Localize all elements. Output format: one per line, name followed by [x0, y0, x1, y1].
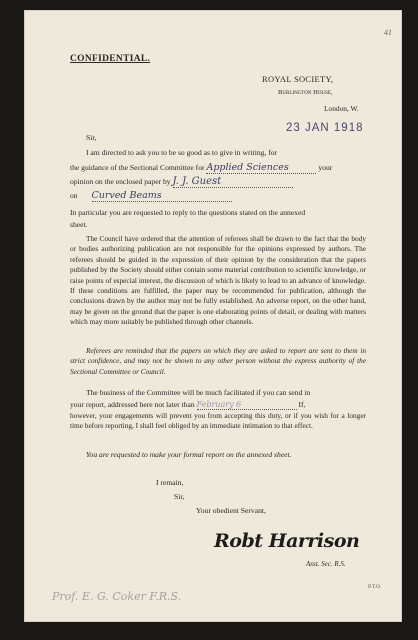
committee-suffix: your: [318, 163, 333, 172]
deadline-prefix: your report, addressed here not later than: [70, 400, 195, 409]
closing-remain: I remain,: [156, 478, 184, 487]
subject-handwritten: Curved Beams: [92, 190, 232, 202]
signature: Robt Harrison: [214, 530, 360, 552]
deadline-suffix: If,: [298, 400, 306, 409]
referees-paragraph: Referees are reminded that the papers on which they are asked to report are sent to them in strict confidence, and may not be shown to any other person without the express authority of the Sectional Committee or Council.: [70, 346, 366, 376]
closing-sir: Sir,: [174, 492, 185, 501]
request-line-4: [70, 190, 232, 202]
folio-number: 41: [384, 28, 392, 37]
address-line-1: ROYAL SOCIETY,: [262, 74, 334, 84]
business-line-1: The business of the Committee will be much facilitated if you can send in: [86, 388, 311, 397]
business-line-2: [70, 400, 305, 410]
request-line-5: In particular you are requested to reply to the questions stated on the annexed: [70, 208, 306, 217]
deadline-handwritten: February 6: [197, 400, 297, 410]
business-rest: however, your engagements will prevent you from accepting this duty, or if you wish for a longer time before reporting, I shall feel obliged by an immediate intimation to that effect.: [70, 411, 366, 431]
request-line-2: [70, 162, 332, 174]
pencil-annotation: Prof. E. G. Coker F.R.S.: [52, 590, 182, 603]
request-line-6: sheet.: [70, 220, 88, 229]
request-line-3: [70, 176, 293, 188]
formal-report-note: You are requested to make your formal report on the annexed sheet.: [86, 450, 292, 459]
address-line-3: London, W.: [324, 104, 359, 113]
committee-handwritten: Applied Sciences: [206, 162, 316, 174]
letter-sheet: [24, 10, 402, 622]
committee-prefix: the guidance of the Sectional Committee for: [70, 163, 205, 172]
subject-prefix: on: [70, 191, 78, 200]
closing-servant: Your obedient Servant,: [196, 506, 266, 515]
council-paragraph: The Council have ordered that the attention of referees shall be drawn to the fact that the body or bodies authorizing publication are not responsible for the opinions expressed by authors. The referees should be guided in the expression of their opinion by the consideration that the papers published by the Society should either contain some material contribution to scientific knowledge, or raise points of especial interest, the discussion of which is likely to lead to an advance of knowledge. If these conditions are fulfilled, the paper may be recommended for publication, although the conclusions drawn by the author may not be fully established. An adverse report, on the other hand, may be given on the ground that the paper is one elaborating points of detail, or dealing with matters which may more suitably be published through other channels.: [70, 234, 366, 327]
signatory-title: Asst. Sec. R.S.: [306, 560, 346, 568]
request-line-1: I am directed to ask you to be so good as to give in writing, for: [86, 148, 278, 157]
author-prefix: opinion on the enclosed paper by: [70, 177, 171, 186]
salutation: Sir,: [86, 133, 97, 142]
date-stamp: 23 JAN 1918: [286, 122, 364, 134]
confidential-heading: CONFIDENTIAL.: [70, 54, 151, 64]
address-line-2: Burlington House,: [278, 89, 333, 96]
author-handwritten: J. J. Guest: [173, 176, 293, 188]
pto-marker: P.T.O.: [368, 584, 382, 590]
